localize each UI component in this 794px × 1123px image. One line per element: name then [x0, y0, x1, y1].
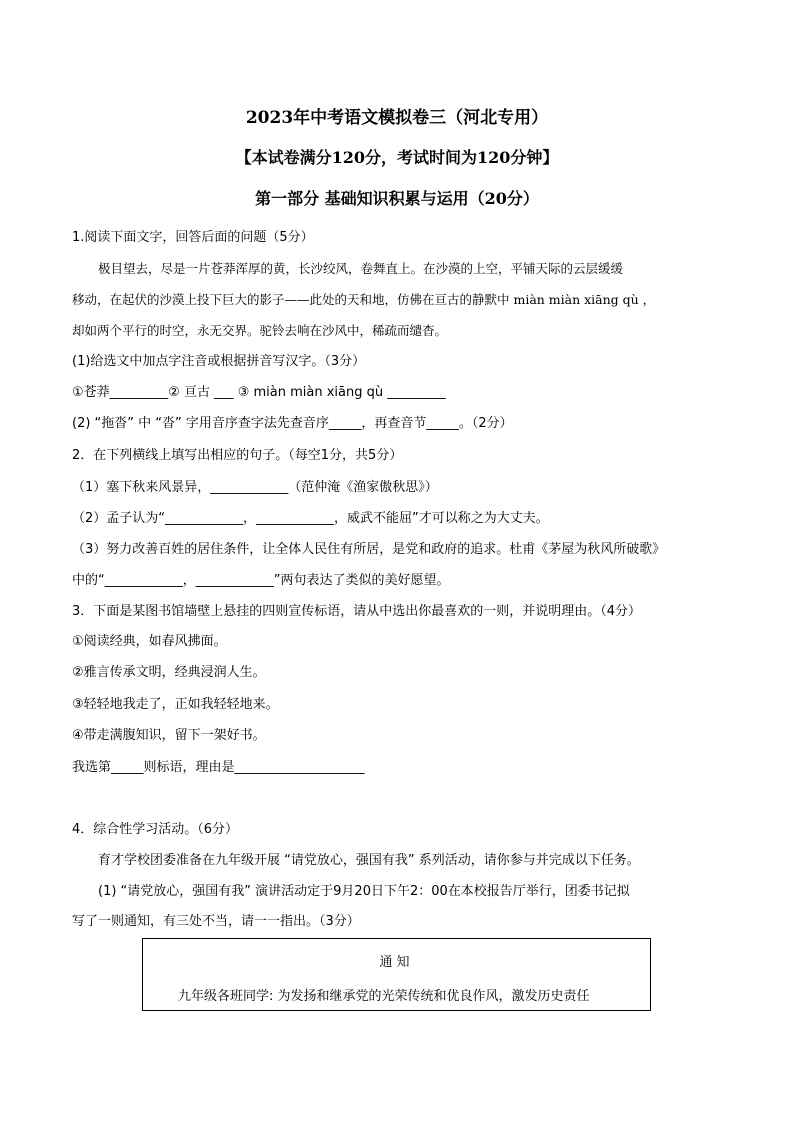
question-3-answer-line: 我选第_____则标语，理由是____________________	[72, 760, 365, 775]
slogan-option-3: ③轻轻地我走了，正如我轻轻地来。	[72, 697, 279, 712]
passage-line-2: 移动，在起伏的沙漠上投下巨大的影子——此处的天和地，仿佛在亘古的静默中 miàn miàn xiāng qù ，	[72, 292, 656, 307]
question-2-line-4: 中的“____________，____________”两句表达了类似的美好愿望。	[72, 573, 450, 588]
question-1-sub-1-blanks: ①苍莽_________② 亘古 ___ ③ miàn miàn xiāng qù _________	[72, 385, 446, 400]
question-2-stem: 2．在下列横线上填写出相应的句子。（每空1分，共5分）	[72, 448, 403, 463]
question-4-sub-1-line-1: (1) “请党放心，强国有我” 演讲活动定于9月20日下午2：00在本校报告厅举行，团委书记拟	[98, 884, 630, 899]
question-2-line-3: （3）努力改善百姓的居住条件，让全体人民住有所居，是党和政府的追求。杜甫《茅屋为秋风所破歌》	[72, 542, 666, 557]
question-3-stem: 3．下面是某图书馆墙壁上悬挂的四则宣传标语，请从中选出你最喜欢的一则，并说明理由。（4分）	[72, 604, 642, 619]
section-heading: 第一部分 基础知识积累与运用（20分）	[255, 189, 539, 208]
question-1-sub-2: (2) “拖沓” 中 “沓” 字用音序查字法先查音序_____，再查音节_____。（2分）	[72, 416, 513, 431]
question-1-stem: 1.阅读下面文字，回答后面的问题（5分）	[72, 230, 314, 245]
exam-info: 【本试卷满分120分，考试时间为120分钟】	[235, 148, 559, 167]
question-2-line-1: （1）塞下秋来风景异，____________（范仲淹《渔家傲秋思》）	[72, 480, 438, 495]
question-2-line-2: （2）孟子认为“____________，____________，威武不能屈”才可以称之为大丈夫。	[72, 511, 549, 526]
question-4-intro: 育才学校团委准备在九年级开展 “请党放心，强国有我” 系列活动，请你参与并完成以下任务。	[98, 853, 640, 868]
page-title: 2023年中考语文模拟卷三（河北专用）	[245, 108, 549, 128]
slogan-option-1: ①阅读经典，如春风拂面。	[72, 634, 227, 649]
passage-line-1: 极目望去，尽是一片苍莽浑厚的黄，长沙绞风，卷舞直上。在沙漠的上空，平铺天际的云层缓缓	[98, 261, 624, 276]
notice-title: 通知	[379, 955, 414, 970]
question-4-sub-1-line-2: 写了一则通知，有三处不当，请一一指出。（3分）	[72, 914, 360, 929]
notice-body: 九年级各班同学: 为发扬和继承党的光荣传统和优良作风，激发历史责任	[178, 989, 590, 1004]
question-4-stem: 4．综合性学习活动。（6分）	[72, 822, 239, 837]
slogan-option-4: ④带走满腹知识，留下一架好书。	[72, 728, 266, 743]
question-1-sub-1: (1)给选文中加点字注音或根据拼音写汉字。（3分）	[72, 354, 366, 369]
notice-box	[142, 938, 651, 1011]
passage-line-3: 却如两个平行的时空，永无交界。驼铃去响在沙风中，稀疏而缱杳。	[72, 323, 448, 338]
slogan-option-2: ②雅言传承文明，经典浸润人生。	[72, 665, 266, 680]
